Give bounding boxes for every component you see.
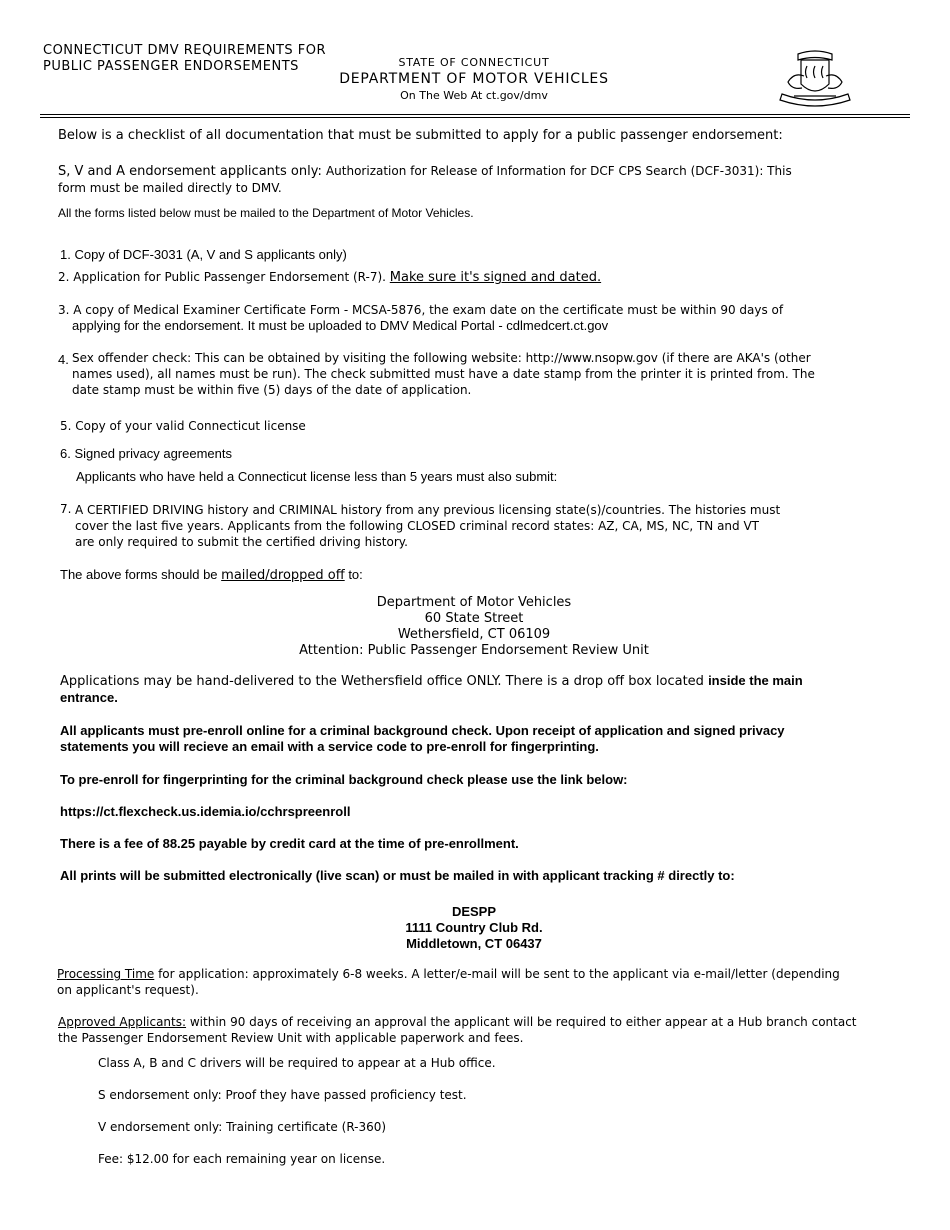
item-4-line3: date stamp must be within five (5) days of the date of application. — [72, 383, 472, 397]
sva-paragraph — [58, 163, 792, 196]
despp-line-1: DESPP — [451, 904, 497, 919]
sva-text-line1: Authorization for Release of Information for DCF CPS Search (DCF-3031): This — [325, 164, 792, 178]
approved-applicants — [58, 1014, 857, 1046]
approved-bullet-3: V endorsement only: Training certificate (R-360) — [98, 1120, 387, 1134]
address-line-3: Wethersfield, CT 06109 — [397, 627, 551, 642]
approved-applicants-label: Approved Applicants: — [58, 1015, 187, 1029]
fingerprint-link[interactable]: https://ct.flexcheck.us.idemia.io/cchrspreenroll — [60, 804, 351, 819]
connecticut-seal-icon — [774, 46, 856, 110]
state-name: STATE OF CONNECTICUT — [398, 56, 550, 69]
prints-note: All prints will be submitted electronically (live scan) or must be mailed in with applicant tracking # directly to: — [60, 868, 735, 883]
approved-applicants-line2: the Passenger Endorsement Review Unit with applicable paperwork and fees. — [58, 1031, 524, 1045]
mailing-suffix: to: — [344, 567, 363, 582]
item-4-number: 4. — [58, 352, 69, 367]
item-3-line1: 3. A copy of Medical Examiner Certificate Form - MCSA-5876, the exam date on the certificate must be within 90 days of — [58, 303, 784, 317]
item-3-line2: applying for the endorsement. It must be uploaded to DMV Medical Portal - cdlmedcert.ct.gov — [72, 318, 609, 333]
website-line: On The Web At ct.gov/dmv — [400, 89, 548, 102]
hand-delivery-bold: inside the main — [708, 673, 803, 688]
mailing-instruction — [60, 567, 363, 583]
item-7-number: 7. — [60, 502, 72, 516]
item-4-line1: Sex offender check: This can be obtained by visiting the following website: http://www.nsopw.gov (if there are AKA's (other — [72, 351, 811, 365]
item-1: 1. Copy of DCF-3031 (A, V and S applicants only) — [60, 247, 347, 262]
item-7 — [75, 502, 780, 550]
item-7-line1: A CERTIFIED DRIVING history and CRIMINAL history from any previous licensing state(s)/countries. The histories must — [75, 503, 781, 517]
approved-applicants-line1: within 90 days of receiving an approval the applicant will be required to either appear at a Hub branch contact — [186, 1015, 857, 1029]
checklist-intro: Below is a checklist of all documentation that must be submitted to apply for a public passenger endorsement: — [58, 128, 783, 143]
document-title-line2: PUBLIC PASSENGER ENDORSEMENTS — [43, 59, 299, 74]
item-4-line2: names used), all names must be run). The check submitted must have a date stamp from the printer it is printed from. The — [72, 367, 815, 381]
document-title — [43, 43, 326, 75]
sva-prefix: S, V and A endorsement applicants only: — [58, 164, 326, 179]
sva-text-line2: form must be mailed directly to DMV. — [58, 181, 282, 195]
despp-line-2: 1111 Country Club Rd. — [405, 920, 543, 935]
item-7-line2: cover the last five years. Applicants from the following CLOSED criminal record states: AZ, CA, MS, NC, TN and VT — [75, 519, 759, 533]
department-name: DEPARTMENT OF MOTOR VEHICLES — [339, 71, 609, 87]
item-2-text: 2. Application for Public Passenger Endorsement (R-7). — [58, 270, 390, 284]
item-2 — [58, 270, 601, 285]
approved-bullet-4: Fee: $12.00 for each remaining year on license. — [98, 1152, 386, 1166]
pre-enroll-line2: statements you will recieve an email with a service code to pre-enroll for fingerprinting. — [60, 739, 599, 754]
all-forms-note: All the forms listed below must be mailed to the Department of Motor Vehicles. — [58, 206, 474, 220]
address-line-2: 60 State Street — [424, 611, 524, 626]
approved-bullet-2: S endorsement only: Proof they have passed proficiency test. — [98, 1088, 467, 1102]
despp-address — [240, 904, 708, 952]
processing-time — [57, 966, 840, 998]
item-6: 6. Signed privacy agreements — [60, 446, 232, 461]
fee-note: There is a fee of 88.25 payable by credit card at the time of pre-enrollment. — [60, 836, 519, 851]
dmv-mailing-address — [240, 595, 708, 659]
item-3 — [58, 302, 783, 334]
hand-delivery-line2: entrance. — [60, 690, 118, 705]
item-2-emphasis: Make sure it's signed and dated. — [389, 270, 602, 285]
document-title-line1: CONNECTICUT DMV REQUIREMENTS FOR — [43, 43, 327, 58]
pre-enroll-paragraph — [60, 723, 785, 755]
hand-delivery-text: Applications may be hand-delivered to the Wethersfield office ONLY. There is a drop off box located — [60, 674, 709, 689]
address-line-4: Attention: Public Passenger Endorsement Review Unit — [299, 643, 649, 658]
despp-line-3: Middletown, CT 06437 — [406, 936, 542, 951]
header-rule-bottom — [40, 117, 910, 118]
processing-time-label: Processing Time — [57, 967, 155, 981]
processing-time-line1: for application: approximately 6-8 weeks. A letter/e-mail will be sent to the applicant via e-mail/letter (depending — [154, 967, 840, 981]
hand-delivery-note — [60, 673, 803, 706]
mailing-prefix: The above forms should be — [60, 567, 222, 582]
pre-enroll-line1: All applicants must pre-enroll online for a criminal background check. Upon receipt of application and signed privacy — [60, 723, 785, 738]
item-7-line3: are only required to submit the certified driving history. — [75, 535, 408, 549]
less-than-5-years-note: Applicants who have held a Connecticut license less than 5 years must also submit: — [76, 469, 558, 484]
fingerprint-link-intro: To pre-enroll for fingerprinting for the criminal background check please use the link below: — [60, 772, 628, 787]
item-5: 5. Copy of your valid Connecticut license — [60, 419, 306, 433]
header-rule-top — [40, 114, 910, 115]
approved-bullet-1: Class A, B and C drivers will be required to appear at a Hub office. — [98, 1056, 496, 1070]
item-4 — [72, 350, 815, 398]
mailing-emphasis: mailed/dropped off — [221, 568, 345, 583]
processing-time-line2: on applicant's request). — [57, 983, 199, 997]
address-line-1: Department of Motor Vehicles — [376, 595, 572, 610]
